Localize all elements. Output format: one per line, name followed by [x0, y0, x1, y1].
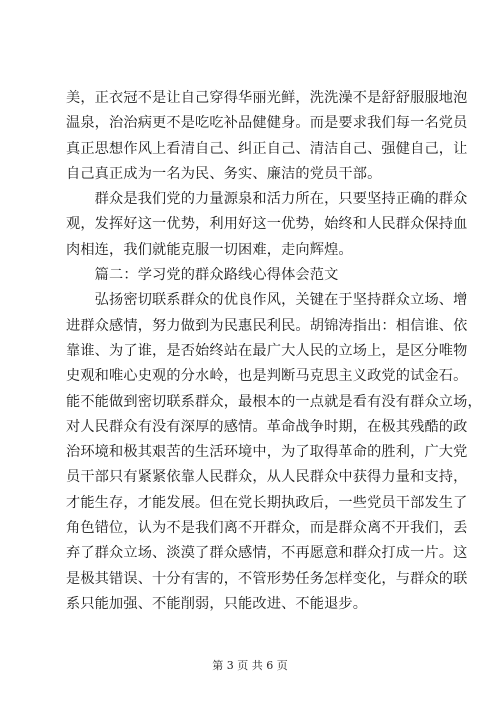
text-line: 进群众感情，努力做到为民惠民利民。胡锦涛指出：相信谁、依	[66, 317, 468, 334]
text-line: 员干部只有紧紧依靠人民群众，从人民群众中获得力量和支持，	[66, 469, 468, 486]
text-line: 史观和唯心史观的分水岭，也是判断马克思主义政党的试金石。	[66, 368, 468, 385]
text-line: 弃了群众立场、淡漠了群众感情，不再愿意和群众打成一片。这	[66, 545, 468, 562]
text-line: 靠谁、为了谁，是否始终站在最广大人民的立场上，是区分唯物	[66, 342, 468, 359]
text-line: 肉相连，我们就能克服一切困难，走向辉煌。	[66, 241, 353, 258]
text-line: 美，正衣冠不是让自己穿得华丽光鲜，洗洗澡不是舒舒服服地泡	[66, 90, 468, 106]
text-line: 才能生存，才能发展。但在党长期执政后，一些党员干部发生了	[66, 494, 468, 511]
document-body	[66, 86, 482, 617]
text-line: 观，发挥好这一优势，利用好这一优势，始终和人民群众保持血	[66, 216, 468, 233]
text-line: 治环境和极其艰苦的生活环境中，为了取得革命的胜利，广大党	[66, 444, 468, 461]
text-line: 真正思想作风上看清自己、纠正自己、清洁自己、强健自己，让	[66, 140, 468, 157]
text-line: 群众是我们党的力量源泉和活力所在，只要坚持正确的群众	[66, 191, 468, 208]
text-line: 对人民群众有没有深厚的感情。革命战争时期，在极其残酷的政	[66, 418, 468, 435]
text-line: 能不能做到密切联系群众，最根本的一点就是看有没有群众立场，	[66, 393, 482, 410]
text-line: 系只能加强、不能削弱，只能改进、不能退步。	[66, 595, 368, 612]
section-heading: 篇二：学习党的群众路线心得体会范文	[66, 267, 339, 284]
text-line: 弘扬密切联系群众的优良作风，关键在于坚持群众立场、增	[66, 292, 468, 309]
text-line: 自己真正成为一名为民、务实、廉洁的党员干部。	[66, 165, 382, 182]
text-line: 是极其错误、十分有害的，不管形势任务怎样变化，与群众的联	[66, 570, 468, 587]
page-number-footer: 第 3 页 共 6 页	[212, 659, 288, 672]
text-line: 温泉，治治病更不是吃吃补品健健身。而是要求我们每一名党员	[66, 115, 468, 132]
text-line: 角色错位，认为不是我们离不开群众，而是群众离不开我们，丢	[66, 520, 468, 537]
